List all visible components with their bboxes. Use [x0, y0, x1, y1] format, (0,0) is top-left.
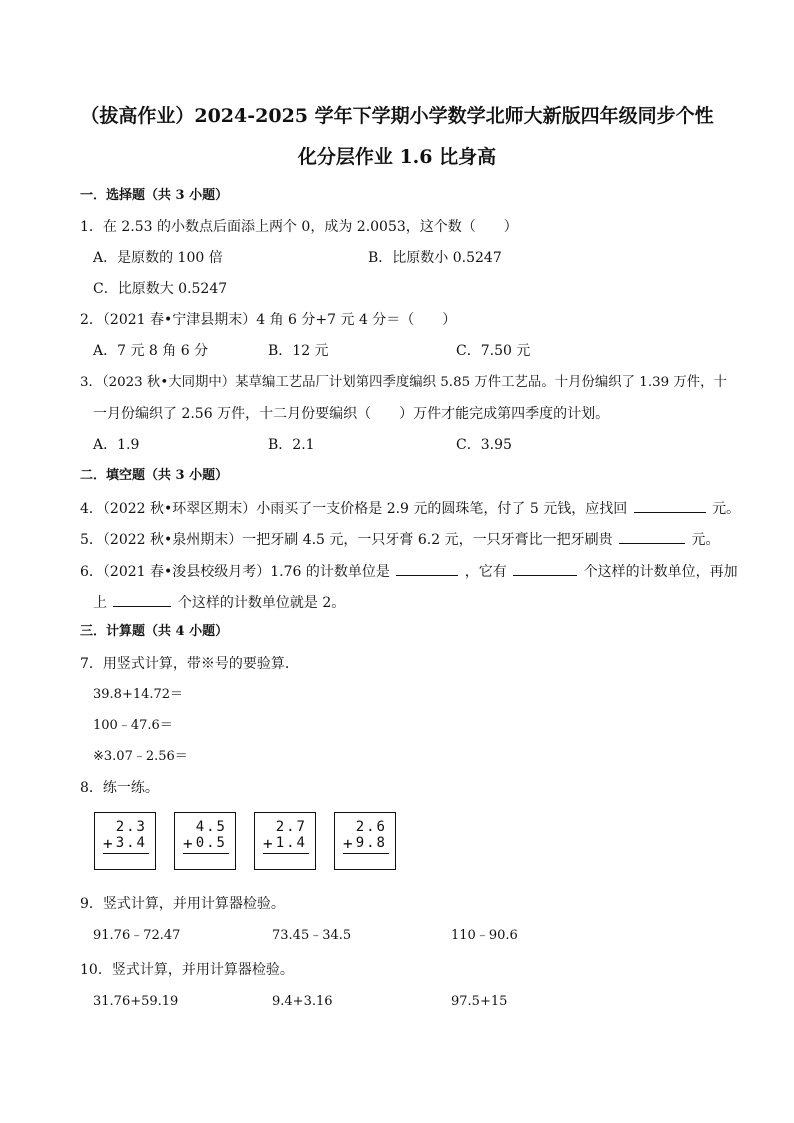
q8-box4-sum-line	[343, 853, 389, 854]
q9-expr-3: 110﹣90.6	[451, 928, 518, 943]
q6-answer-blank-2[interactable]	[513, 561, 577, 576]
q10-stem: 10．竖式计算，并用计算器检验。	[80, 962, 294, 978]
q6-answer-blank-1[interactable]	[396, 561, 458, 576]
title-line-2: 化分层作业 1.6 比身高	[297, 146, 497, 168]
q6-text-2: ，它有	[464, 564, 507, 580]
q7-expr-3: ※3.07﹣2.56＝	[93, 749, 188, 764]
q10-expr-2: 9.4+3.16	[272, 994, 333, 1009]
q8-vertical-addition-4	[334, 812, 396, 870]
q3-option-c: C．3.95	[456, 437, 512, 453]
section-heading-choice: 一．选择题（共 3 小题）	[80, 188, 229, 203]
q6-text-3: 个这样的计数单位，再加	[583, 564, 738, 580]
q2-stem: 2．（2021 春•宁津县期末）4 角 6 分+7 元 4 分＝（ ）	[80, 312, 457, 328]
q1-stem: 1．在 2.53 的小数点后面添上两个 0，成为 2.0053，这个数（ ）	[80, 219, 518, 235]
q9-expr-2: 73.45﹣34.5	[272, 928, 352, 943]
q8-box2-sum-line	[183, 853, 229, 854]
q8-vertical-addition-1	[94, 812, 156, 870]
q7-stem: 7．用竖式计算，带※号的要验算．	[80, 656, 299, 672]
q8-box2-plus-sign: +	[183, 834, 193, 853]
q6-text-1: 6．（2021 春•浚县校级月考）1.76 的计数单位是	[80, 564, 390, 580]
q1-option-a: A．是原数的 100 倍	[93, 250, 223, 266]
q8-vertical-addition-2	[174, 812, 236, 870]
q7-expr-2: 100﹣47.6＝	[93, 718, 173, 733]
q4-unit: 元。	[712, 501, 741, 517]
q6-line-1	[80, 561, 738, 581]
q8-box4-bottom-number: 9.8	[355, 835, 387, 851]
q5-answer-blank[interactable]	[619, 529, 685, 544]
q3-option-b: B．2.1	[268, 437, 315, 453]
q8-box1-bottom-number: 3.4	[115, 835, 147, 851]
q2-option-b: B．12 元	[268, 343, 329, 359]
q8-box3-plus-sign: +	[263, 834, 273, 853]
q6-text-4: 上	[93, 595, 107, 611]
q8-box2-bottom-number: 0.5	[195, 835, 227, 851]
q4-line	[80, 498, 740, 518]
q8-box2-top-number: 4.5	[195, 819, 227, 835]
q9-stem: 9．竖式计算，并用计算器检验。	[80, 896, 285, 912]
q1-option-b: B．比原数小 0.5247	[368, 250, 502, 266]
q8-stem: 8．练一练。	[80, 780, 159, 796]
q10-expr-3: 97.5+15	[451, 994, 508, 1009]
q1-option-c: C．比原数大 0.5247	[93, 281, 228, 297]
q6-line-2	[93, 592, 345, 612]
title-line-1: （拔高作业）2024-2025 学年下学期小学数学北师大新版四年级同步个性	[80, 105, 714, 127]
section-heading-calc: 三．计算题（共 4 小题）	[80, 624, 229, 639]
q8-box1-sum-line	[103, 853, 149, 854]
q6-text-5: 个这样的计数单位就是 2。	[177, 595, 346, 611]
q5-line	[80, 529, 719, 549]
q8-box3-sum-line	[263, 853, 309, 854]
q7-expr-1: 39.8+14.72＝	[93, 687, 184, 702]
q3-option-a: A．1.9	[93, 437, 140, 453]
q2-option-a: A．7 元 8 角 6 分	[93, 343, 209, 359]
q10-expr-1: 31.76+59.19	[93, 994, 179, 1009]
q3-stem-line-1: 3．（2023 秋•大同期中）某草编工艺品厂计划第四季度编织 5.85 万件工艺品。十月份编织了 1.39 万件，十	[80, 375, 727, 390]
q8-box4-top-number: 2.6	[355, 819, 387, 835]
q9-expr-1: 91.76﹣72.47	[93, 928, 181, 943]
q4-text: 4．（2022 秋•环翠区期末）小雨买了一支价格是 2.9 元的圆珠笔，付了 5 元钱，应找回	[80, 501, 628, 517]
q8-box3-bottom-number: 1.4	[275, 835, 307, 851]
section-heading-fill: 二．填空题（共 3 小题）	[80, 468, 229, 483]
q4-answer-blank[interactable]	[634, 498, 706, 513]
q5-text: 5．（2022 秋•泉州期末）一把牙刷 4.5 元，一只牙膏 6.2 元，一只牙膏比一把牙刷贵	[80, 532, 613, 548]
q5-unit: 元。	[691, 532, 720, 548]
q8-box4-plus-sign: +	[343, 834, 353, 853]
q2-option-c: C．7.50 元	[456, 343, 531, 359]
q3-stem-line-2: 一月份编织了 2.56 万件，十二月份要编织（ ）万件才能完成第四季度的计划。	[93, 406, 610, 422]
q8-box1-top-number: 2.3	[115, 819, 147, 835]
q6-answer-blank-3[interactable]	[113, 592, 171, 607]
q8-vertical-addition-3	[254, 812, 316, 870]
q8-box1-plus-sign: +	[103, 834, 113, 853]
q8-box3-top-number: 2.7	[275, 819, 307, 835]
